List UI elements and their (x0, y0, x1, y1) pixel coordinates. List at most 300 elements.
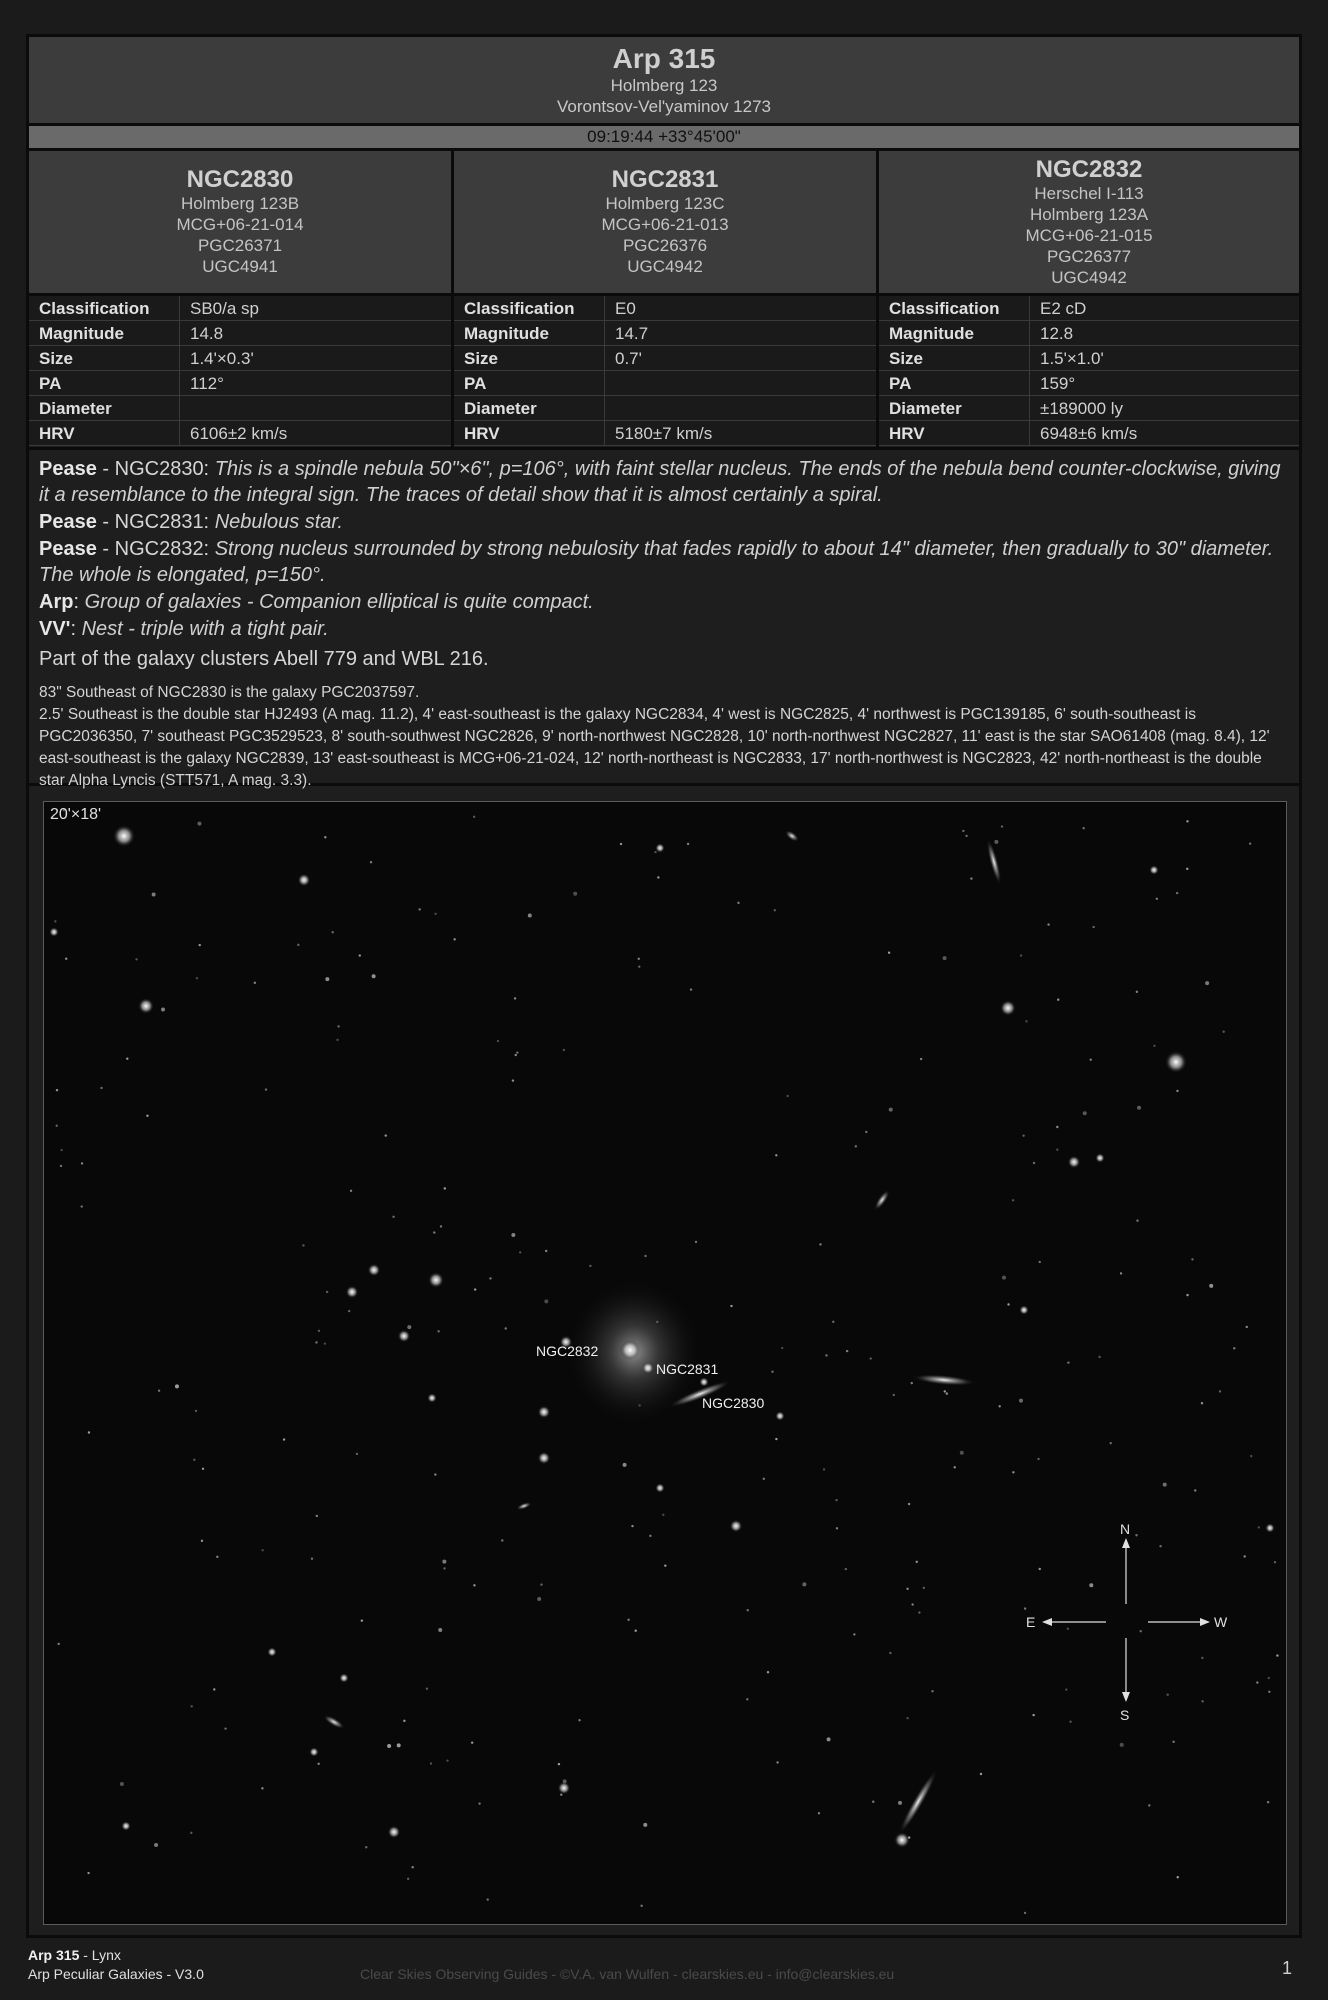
star (1056, 1126, 1058, 1128)
star (1246, 1326, 1248, 1328)
galaxy-alias: Herschel I-113 (1034, 183, 1144, 203)
star (65, 958, 67, 960)
properties-table (29, 296, 451, 446)
star (695, 1241, 697, 1243)
star (473, 1584, 475, 1586)
galaxy-alias: UGC4942 (1051, 267, 1127, 287)
galaxy-alias: PGC26377 (1046, 246, 1132, 266)
star (361, 1619, 363, 1621)
galaxy-alias: MCG+06-21-013 (601, 215, 729, 234)
star (1012, 1199, 1014, 1201)
star (113, 825, 135, 847)
star (823, 1468, 825, 1470)
star (638, 965, 640, 967)
star (730, 1520, 743, 1533)
star (889, 1108, 893, 1112)
star (845, 1568, 847, 1570)
star (201, 1540, 203, 1542)
star (80, 1205, 82, 1207)
star (265, 1088, 267, 1090)
property-key: Classification (879, 296, 1030, 321)
table-row (879, 421, 1299, 446)
galaxy-header (879, 151, 1299, 296)
star (1233, 1347, 1235, 1349)
property-value: ±189000 ly (1030, 396, 1300, 421)
star (1033, 1162, 1035, 1164)
note-target: NGC2830: (114, 458, 210, 480)
star (774, 909, 776, 911)
property-key: PA (29, 371, 180, 396)
star (385, 1134, 387, 1136)
star (538, 1406, 551, 1419)
table-row (29, 296, 451, 321)
star (519, 1251, 521, 1253)
star (781, 1347, 783, 1349)
star (544, 1299, 548, 1303)
star (916, 1561, 918, 1563)
star (776, 1761, 778, 1763)
star (1135, 1534, 1137, 1536)
star (1166, 1693, 1168, 1695)
star (152, 892, 156, 896)
property-value: 14.8 (180, 321, 452, 346)
star (1019, 1399, 1023, 1403)
star (126, 1058, 128, 1060)
star (1136, 991, 1138, 993)
note-text: Group of galaxies - Companion elliptical is quite compact. (84, 591, 594, 613)
star (746, 1698, 748, 1700)
star (1222, 1031, 1224, 1033)
star (60, 1149, 62, 1151)
star (918, 1611, 920, 1613)
galaxy-column-ngc2830 (29, 151, 451, 447)
page-title: Arp 315 (612, 43, 716, 74)
star (387, 1744, 391, 1748)
sky-image (43, 801, 1287, 1925)
properties-table (454, 296, 876, 446)
star (434, 913, 436, 915)
star (430, 1762, 432, 1764)
star (832, 1321, 834, 1323)
star (558, 1763, 560, 1765)
star (960, 1451, 964, 1455)
compass-w: W (1214, 1614, 1228, 1630)
property-value: 0.7' (605, 346, 877, 371)
star (898, 1801, 902, 1805)
star (514, 997, 516, 999)
star (331, 931, 333, 933)
star (267, 1647, 277, 1657)
property-key: HRV (29, 421, 180, 446)
star (560, 1793, 562, 1795)
star (908, 1836, 910, 1838)
star (1069, 1721, 1071, 1723)
star (662, 1514, 664, 1516)
title-alias: Holmberg 123 (610, 76, 718, 95)
star (370, 861, 372, 863)
star (213, 1688, 215, 1690)
star (372, 974, 376, 978)
star (1276, 1654, 1278, 1656)
star (315, 1341, 317, 1343)
star (193, 1459, 195, 1461)
footer-series: Arp Peculiar Galaxies - V3.0 (28, 1966, 204, 1982)
ngc2831-core (642, 1362, 654, 1374)
star (1057, 999, 1059, 1001)
star (1191, 1258, 1193, 1260)
star (392, 1216, 394, 1218)
star (1032, 1714, 1034, 1716)
table-row (454, 296, 876, 321)
property-value (605, 371, 877, 396)
table-row (454, 346, 876, 371)
star (418, 908, 420, 910)
star (497, 1040, 499, 1042)
star (944, 1390, 946, 1392)
star (254, 982, 256, 984)
star (846, 1350, 848, 1352)
star (819, 1243, 821, 1245)
star (538, 1452, 551, 1465)
cluster-note: Part of the galaxy clusters Abell 779 and WBL 216. (39, 648, 489, 670)
star (965, 835, 967, 837)
star (1047, 923, 1049, 925)
star (563, 1049, 565, 1051)
star (1249, 842, 1251, 844)
note-author: Pease (39, 511, 97, 533)
star (906, 1717, 908, 1719)
property-value: 159° (1030, 371, 1300, 396)
star (119, 836, 121, 838)
star (643, 1823, 647, 1827)
star (1136, 1219, 1138, 1221)
star (1098, 1356, 1100, 1358)
table-row (29, 421, 451, 446)
star (324, 1342, 326, 1344)
star (1002, 1276, 1006, 1280)
observation-notes (29, 447, 1299, 789)
star (687, 843, 689, 845)
property-value (180, 396, 452, 421)
property-value: 12.8 (1030, 321, 1300, 346)
star (56, 1125, 58, 1127)
star (545, 1250, 547, 1252)
property-value: SB0/a sp (180, 296, 452, 321)
star (202, 1468, 204, 1470)
star (889, 1652, 891, 1654)
table-row (454, 371, 876, 396)
star (1110, 1442, 1112, 1444)
note-arp (39, 589, 1289, 615)
star (1000, 1000, 1016, 1016)
star (825, 1354, 827, 1356)
star (356, 1453, 358, 1455)
star (515, 1054, 517, 1056)
star (923, 1587, 925, 1589)
star (1163, 1483, 1167, 1487)
star (428, 1272, 444, 1288)
star (120, 1782, 124, 1786)
star (88, 1431, 90, 1433)
star (196, 977, 198, 979)
star (638, 958, 640, 960)
star (397, 1743, 401, 1747)
table-row (879, 371, 1299, 396)
star (197, 822, 201, 826)
property-key: Magnitude (29, 321, 180, 346)
star (1159, 1545, 1161, 1547)
property-key: PA (879, 371, 1030, 396)
star (1095, 1153, 1105, 1163)
galaxy-name: NGC2830 (186, 166, 294, 193)
star (1148, 1804, 1150, 1806)
property-key: HRV (879, 421, 1030, 446)
star (512, 1079, 514, 1081)
star (1020, 954, 1022, 956)
star (558, 1782, 571, 1795)
property-value: 6106±2 km/s (180, 421, 452, 446)
star (121, 1821, 131, 1831)
footer-constellation: - Lynx (79, 1947, 121, 1963)
property-value: E0 (605, 296, 877, 321)
star (589, 1265, 591, 1267)
star (644, 1255, 646, 1257)
star (348, 1310, 350, 1312)
star (563, 1779, 567, 1783)
note-target: : (70, 618, 76, 640)
galaxy-alias: UGC4941 (202, 257, 278, 276)
star (664, 1564, 666, 1566)
star (911, 1603, 913, 1605)
star (1001, 825, 1003, 827)
table-row (879, 346, 1299, 371)
star (872, 1801, 874, 1803)
table-row (454, 396, 876, 421)
star (620, 843, 622, 845)
star (434, 1473, 436, 1475)
star (690, 988, 692, 990)
star (1201, 1657, 1203, 1659)
star (865, 1131, 867, 1133)
table-row (879, 296, 1299, 321)
star (771, 1371, 773, 1373)
compass-s: S (1120, 1707, 1130, 1723)
nearby-objects (39, 682, 1289, 792)
star (893, 1394, 895, 1396)
star (486, 1898, 488, 1900)
star (433, 1231, 435, 1233)
star (199, 944, 201, 946)
property-key: Classification (29, 296, 180, 321)
star (474, 1288, 476, 1290)
star (1209, 1284, 1213, 1288)
table-row (29, 396, 451, 421)
star (870, 1357, 872, 1359)
star (573, 892, 577, 896)
star (1137, 1106, 1141, 1110)
star (836, 1527, 838, 1529)
star (1219, 1390, 1221, 1392)
star (54, 920, 56, 922)
property-value (605, 396, 877, 421)
star (427, 1393, 437, 1403)
star (1165, 1051, 1187, 1073)
star (318, 1330, 320, 1332)
star (775, 1438, 777, 1440)
star (298, 874, 311, 887)
star (309, 1747, 319, 1757)
star (970, 877, 972, 879)
note-author: VV' (39, 618, 71, 640)
property-value: 1.4'×0.3' (180, 346, 452, 371)
star (855, 1145, 857, 1147)
star (56, 1089, 58, 1091)
footer-info (28, 1946, 204, 1984)
star (640, 1905, 642, 1907)
star (346, 1286, 359, 1299)
star (1194, 1489, 1196, 1491)
ngc2832-core (620, 1340, 640, 1360)
star (478, 1802, 480, 1804)
star (853, 1633, 855, 1635)
star (261, 1549, 263, 1551)
galaxy-alias: MCG+06-21-015 (1025, 225, 1153, 245)
star (818, 1812, 820, 1814)
star (1176, 892, 1178, 894)
star (190, 1832, 192, 1834)
note-text: Nebulous star. (214, 511, 343, 533)
star (1120, 1743, 1124, 1747)
star (473, 816, 475, 818)
star (998, 1405, 1000, 1407)
star (1012, 1471, 1014, 1473)
star (489, 1277, 491, 1279)
star (655, 1483, 665, 1493)
star (627, 1619, 629, 1621)
star (175, 1384, 179, 1388)
property-value: 14.7 (605, 321, 877, 346)
star (1186, 868, 1188, 870)
star (453, 938, 455, 940)
star (962, 830, 964, 832)
star (138, 998, 154, 1014)
property-key: Diameter (879, 396, 1030, 421)
note-target: : (73, 591, 80, 613)
compass-n: N (1120, 1521, 1131, 1537)
star (1156, 898, 1158, 900)
label-ngc2830: NGC2830 (702, 1395, 765, 1411)
star (537, 1597, 541, 1601)
star (146, 1115, 148, 1117)
table-row (879, 396, 1299, 421)
star (920, 1058, 922, 1060)
star (802, 1582, 806, 1586)
star (297, 944, 299, 946)
star (311, 1558, 313, 1560)
star (1024, 1912, 1026, 1914)
star (325, 977, 329, 981)
star (359, 954, 361, 956)
galaxy-alias: Holmberg 123B (180, 194, 300, 213)
property-key: Magnitude (454, 321, 605, 346)
star-field (44, 802, 1286, 1924)
star (1153, 1045, 1155, 1047)
star (261, 1787, 263, 1789)
property-value: 1.5'×1.0' (1030, 346, 1300, 371)
star (403, 1720, 405, 1722)
label-ngc2831: NGC2831 (656, 1361, 719, 1377)
star (1025, 1020, 1027, 1022)
star (1039, 1261, 1041, 1263)
star (398, 1330, 411, 1343)
galaxy-alias: MCG+06-21-014 (176, 215, 304, 234)
star (906, 1588, 908, 1590)
star (1172, 1741, 1174, 1743)
star (388, 1826, 401, 1839)
star (1256, 1681, 1258, 1683)
star (649, 1535, 651, 1537)
star (1268, 1691, 1270, 1693)
star (1140, 1630, 1142, 1632)
star (1024, 1607, 1026, 1609)
star (1258, 1526, 1260, 1528)
property-key: Size (879, 346, 1030, 371)
star (1201, 1700, 1203, 1702)
star (1067, 1628, 1069, 1630)
star (631, 1525, 633, 1527)
star (407, 1878, 409, 1880)
star (1083, 1111, 1087, 1115)
star (471, 1742, 473, 1744)
star (60, 1165, 62, 1167)
note-vv (39, 616, 1289, 642)
star (1037, 1458, 1039, 1460)
star (827, 1737, 831, 1741)
star (654, 851, 656, 853)
star (1068, 1156, 1081, 1169)
star (1022, 1134, 1024, 1136)
star (747, 1609, 749, 1611)
note-target: NGC2832: (114, 538, 210, 560)
star (699, 1377, 709, 1387)
star (365, 1846, 367, 1848)
star (158, 1389, 160, 1391)
table-row (454, 421, 876, 446)
star (505, 1327, 507, 1329)
star (195, 1410, 197, 1412)
star (908, 1503, 910, 1505)
galaxy-alias: UGC4942 (627, 257, 703, 276)
star (283, 1438, 285, 1440)
note-text: Strong nucleus surrounded by strong nebulosity that fades rapidly to about 14" diameter, then gradually to 30" diameter. The whole is elongated, p=150°. (39, 538, 1274, 586)
field-of-view: 20'×18' (50, 806, 102, 823)
galaxy-alias: Holmberg 123A (1029, 204, 1149, 224)
star (980, 1773, 982, 1775)
star (446, 1759, 448, 1761)
property-value: 5180±7 km/s (605, 421, 877, 446)
title-alias: Vorontsov-Vel'yaminov 1273 (557, 97, 771, 116)
star (1019, 1305, 1029, 1315)
note-pease-ngc2832: Pease - NGC2832: Strong nucleus surrounded by strong nebulosity that fades rapidly to about 14" diameter, then gradually to 30" diameter. The whole is elongated, p=150°. (39, 538, 1274, 586)
star (1243, 1555, 1245, 1557)
compass-e: E (1026, 1614, 1036, 1630)
table-row (29, 321, 451, 346)
galaxy-name: NGC2832 (1035, 155, 1143, 183)
star (511, 1233, 515, 1237)
star (1274, 1561, 1276, 1563)
star (767, 1671, 769, 1673)
star (994, 840, 998, 844)
